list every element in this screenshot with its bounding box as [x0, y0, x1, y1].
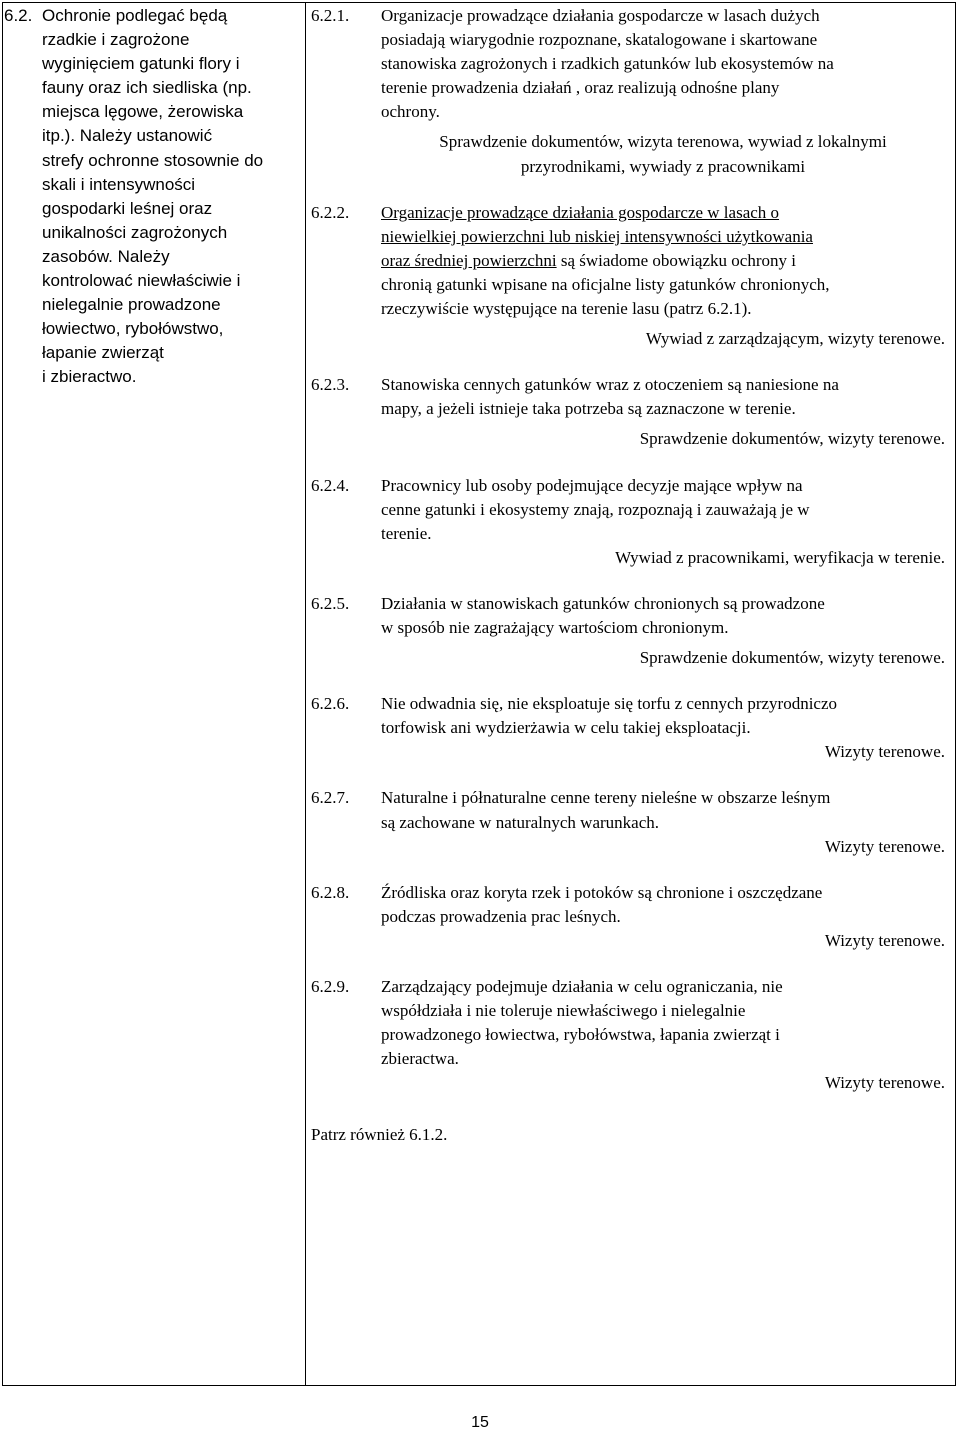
requirement-number: 6.2.3. — [311, 375, 350, 395]
verification-text: Sprawdzenie dokumentów, wizyty terenowe. — [639, 429, 945, 449]
requirement-6-2-2 — [311, 201, 945, 352]
principle-number: 6.2. — [4, 6, 33, 25]
verification-text: Sprawdzenie dokumentów, wizyta terenowa, wywiad z lokalnymi przyrodnikami, wywiady z pracownikami — [439, 132, 887, 176]
verification-text: Wizyty terenowe. — [824, 1073, 945, 1093]
requirement-6-2-9 — [311, 975, 945, 1095]
requirement-6-2-6 — [311, 692, 945, 764]
page-number: 15 — [471, 1414, 489, 1431]
requirement-number: 6.2.2. — [311, 202, 350, 222]
requirements-cell — [311, 4, 945, 1095]
verification-text: Wizyty terenowe. — [824, 836, 945, 856]
underlined-text: oraz średniej powierzchni — [381, 250, 557, 270]
requirement-number: 6.2.9. — [311, 977, 350, 996]
requirement-text-rest: są świadome obowiązku ochrony i chronią gatunki wpisane na oficjalne listy gatunków chronionych, rzeczywiście występujące na terenie lasu (patrz 6.2.1). — [381, 250, 830, 319]
underlined-text: Organizacje prowadzące działania gospodarcze w lasach o — [381, 202, 780, 222]
requirement-text: Nie odwadnia się, nie eksploatuje się torfu z cennych przyrodniczo torfowisk ani wydzierżawia w celu takiej eksploatacji. — [381, 694, 838, 738]
requirement-6-2-1 — [311, 4, 945, 179]
requirement-number: 6.2.1. — [311, 6, 350, 25]
requirement-6-2-4 — [311, 474, 945, 570]
verification-text: Wywiad z pracownikami, weryfikacja w terenie. — [615, 547, 945, 567]
requirement-text: Zarządzający podejmuje działania w celu ograniczania, nie współdziała i nie toleruje niewłaściwego i nielegalnie prowadzonego łowiectwa, rybołówstwa, łapania zwierząt i zbieractwa. — [381, 977, 783, 1069]
see-also-note: Patrz również 6.1.2. — [311, 1125, 448, 1144]
principle-cell — [4, 4, 296, 390]
verification-text: Wizyty terenowe. — [824, 742, 945, 762]
verification-text: Wywiad z zarządzającym, wizyty terenowe. — [645, 329, 945, 349]
requirement-text: Działania w stanowiskach gatunków chronionych są prowadzone w sposób nie zagrażający wartościom chronionym. — [381, 593, 825, 637]
requirement-number: 6.2.6. — [311, 694, 350, 714]
verification-text: Wizyty terenowe. — [824, 930, 945, 950]
requirement-text — [381, 201, 945, 321]
requirement-number: 6.2.4. — [311, 475, 350, 495]
requirement-6-2-3 — [311, 373, 945, 451]
requirement-text: Pracownicy lub osoby podejmujące decyzje mające wpływ na cenne gatunki i ekosystemy znają, rozpoznają i zauważają je w terenie. — [381, 475, 810, 543]
requirement-number: 6.2.5. — [311, 593, 350, 613]
requirement-number: 6.2.7. — [311, 788, 350, 808]
underlined-text: niewielkiej powierzchni lub niskiej intensywności użytkowania — [381, 226, 813, 246]
requirement-text: Naturalne i półnaturalne cenne tereny nieleśne w obszarze leśnym są zachowane w naturalnych warunkach. — [381, 788, 831, 832]
requirement-text: Źródliska oraz koryta rzek i potoków są chronione i oszczędzane podczas prowadzenia prac leśnych. — [381, 882, 823, 926]
requirement-text: Organizacje prowadzące działania gospodarcze w lasach dużych posiadają wiarygodnie rozpoznane, skatalogowane i skartowane stanowiska zagrożonych i rzadkich gatunków lub ekosystemów na terenie prowadzenia działań , oraz realizują odnośne plany ochrony. — [381, 6, 834, 122]
column-divider — [305, 3, 306, 1385]
requirement-6-2-7 — [311, 786, 945, 858]
requirement-6-2-8 — [311, 881, 945, 953]
verification-text: Sprawdzenie dokumentów, wizyty terenowe. — [639, 648, 945, 668]
requirement-6-2-5 — [311, 592, 945, 670]
principle-text: Ochronie podlegać będą rzadkie i zagrożone wyginięciem gatunki flory i fauny oraz ich siedliska (np. miejsca lęgowe, żerowiska itp.). Należy ustanowić strefy ochronne stosownie do skali i intensywności gospodarki leśnej oraz unikalności zagrożonych zasobów. Należy kontrolować niewłaściwie i nielegalnie prowadzone łowiectwo, rybołówstwo, łapanie zwierząt i zbieractwo. — [42, 6, 264, 387]
requirement-number: 6.2.8. — [311, 882, 350, 902]
requirement-text: Stanowiska cennych gatunków wraz z otoczeniem są naniesione na mapy, a jeżeli istnieje taka potrzeba są zaznaczone w terenie. — [381, 375, 839, 419]
